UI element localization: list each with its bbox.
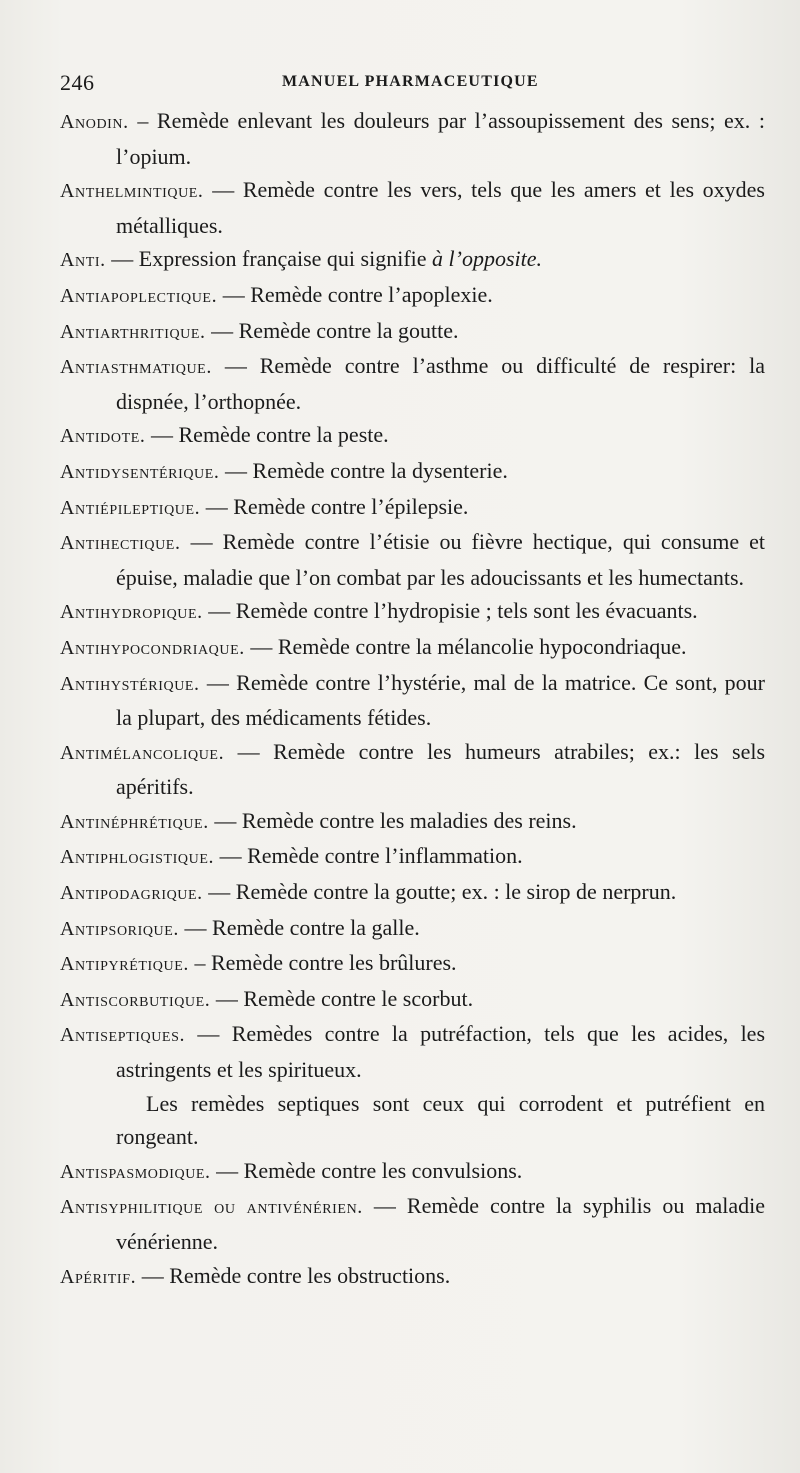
glossary-entry xyxy=(60,314,765,350)
glossary-entry xyxy=(60,1154,765,1190)
entry-definition: Remède contre la galle. xyxy=(212,914,420,940)
glossary-entry xyxy=(60,1189,765,1258)
entry-definition: Remède contre les brûlures. xyxy=(210,950,457,976)
entry-definition: Remède contre l’hystérie, mal de la matrice. Ce sont, pour la plupart, des médicaments fétides. xyxy=(116,669,766,731)
glossary-entry xyxy=(60,490,765,526)
entry-definition: Remède contre l’apoplexie. xyxy=(250,281,493,307)
glossary-entries xyxy=(60,104,765,1294)
entry-definition: Remède contre les maladies des reins. xyxy=(241,807,577,833)
entry-definition: Remède contre l’épilepsie. xyxy=(233,493,469,519)
entry-separator: — xyxy=(214,843,248,869)
entry-term: Apéritif. xyxy=(60,1265,137,1288)
page-number: 246 xyxy=(60,70,95,95)
entry-term: Antidote. xyxy=(60,425,146,448)
entry-definition: Remède contre les humeurs atrabiles; ex.: les sels apéritifs. xyxy=(116,738,766,800)
entry-separator: — xyxy=(145,422,179,448)
entry-separator: – xyxy=(188,950,211,976)
entry-separator: — xyxy=(210,985,244,1011)
entry-separator: — xyxy=(211,353,260,379)
glossary-entry xyxy=(60,946,765,982)
entry-term: Antiarthritique. xyxy=(60,320,206,343)
running-title: MANUEL PHARMACEUTIQUE xyxy=(282,73,539,90)
glossary-entry xyxy=(60,982,765,1018)
glossary-entry xyxy=(60,104,765,173)
entry-separator: — xyxy=(203,177,243,203)
entry-term: Antiapoplectique. xyxy=(60,284,218,307)
entry-separator: — xyxy=(219,457,253,483)
entry-definition: Remède contre les vers, tels que les amers et les oxydes métalliques. xyxy=(116,177,765,238)
entry-definition-italic: à l’opposite. xyxy=(432,246,543,272)
entry-separator: — xyxy=(185,1021,232,1047)
entry-separator: — xyxy=(362,1193,407,1219)
entry-separator: — xyxy=(180,529,223,555)
entry-definition: Remède contre la goutte; ex. : le sirop de nerprun. xyxy=(235,879,677,905)
entry-term: Antidysentérique. xyxy=(60,460,220,483)
entry-term: Antipodagrique. xyxy=(60,882,203,905)
glossary-entry xyxy=(60,173,765,242)
glossary-entry xyxy=(60,804,765,840)
glossary-entry xyxy=(60,525,765,594)
entry-term: Anodin. xyxy=(60,111,129,133)
entry-separator: — xyxy=(202,598,236,624)
entry-term: Antiscorbutique. xyxy=(60,988,211,1011)
entry-definition: Remède contre les obstructions. xyxy=(169,1262,451,1288)
page-header xyxy=(60,70,760,100)
glossary-entry xyxy=(60,594,765,630)
entry-separator: — xyxy=(217,281,251,307)
entry-definition: Expression française qui signifie xyxy=(138,246,433,272)
entry-term: Antihypocondriaque. xyxy=(60,636,245,659)
entry-definition: Remède contre la mélancolie hypocondriaque. xyxy=(277,633,687,659)
entry-term: Antihystérique. xyxy=(60,672,200,695)
entry-term: Antiseptiques. xyxy=(60,1024,186,1047)
entry-separator: — xyxy=(199,669,237,695)
entry-term: Anti. xyxy=(60,249,106,272)
entry-term: Antinéphrétique. xyxy=(60,810,209,833)
glossary-entry xyxy=(60,911,765,947)
entry-term: Antihydropique. xyxy=(60,601,203,624)
entry-separator: — xyxy=(210,1157,244,1183)
entry-separator: — xyxy=(200,493,234,519)
entry-term: Antiasthmatique. xyxy=(60,356,212,379)
glossary-entry xyxy=(60,242,765,278)
entry-term: Antiphlogistique. xyxy=(60,846,215,869)
entry-definition: Remède contre l’inflammation. xyxy=(247,843,523,869)
entry-definition: Remède contre la syphilis ou maladie vénérienne. xyxy=(116,1193,765,1254)
entry-definition: Remède contre la peste. xyxy=(178,422,389,448)
entry-separator: — xyxy=(205,317,239,343)
entry-term: Antispasmodique. xyxy=(60,1160,211,1183)
glossary-entry xyxy=(60,839,765,875)
glossary-entry xyxy=(60,454,765,490)
entry-definition: Remède contre le scorbut. xyxy=(243,985,474,1011)
entry-definition: Remède contre la dysenterie. xyxy=(252,457,508,483)
glossary-entry xyxy=(60,875,765,911)
entry-separator: — xyxy=(224,738,274,764)
entry-separator: — xyxy=(202,879,236,905)
entry-separator: — xyxy=(136,1262,170,1288)
glossary-entry xyxy=(60,666,765,735)
note-text: Les remèdes septiques sont ceux qui corrodent et putréfient en rongeant. xyxy=(116,1090,765,1150)
entry-note xyxy=(60,1087,765,1154)
glossary-entry xyxy=(60,278,765,314)
glossary-entry xyxy=(60,349,765,418)
entry-definition: Remèdes contre la putréfaction, tels que les acides, les astringents et les spiritueux. xyxy=(116,1021,766,1083)
entry-separator: — xyxy=(105,246,139,272)
entry-term: Antipyrétique. xyxy=(60,953,189,976)
entry-term: Antisyphilitique ou antivénérien. xyxy=(60,1196,363,1219)
entry-term: Antipsorique. xyxy=(60,917,180,940)
glossary-entry xyxy=(60,735,765,804)
entry-term: Antiépileptique. xyxy=(60,496,201,519)
entry-definition: Remède contre la goutte. xyxy=(238,317,459,343)
entry-term: Antihectique. xyxy=(60,532,181,555)
glossary-entry xyxy=(60,1017,765,1086)
entry-definition: Remède enlevant les douleurs par l’assoupissement des sens; ex. : l’opium. xyxy=(116,108,765,169)
entry-separator: — xyxy=(244,633,278,659)
entry-separator: – xyxy=(128,108,157,133)
glossary-entry xyxy=(60,1259,765,1295)
entry-definition: Remède contre les convulsions. xyxy=(243,1157,523,1183)
entry-term: Anthelmintique. xyxy=(60,180,204,203)
entry-separator: — xyxy=(179,914,213,940)
entry-separator: — xyxy=(208,807,242,833)
glossary-entry xyxy=(60,630,765,666)
entry-term: Antimélancolique. xyxy=(60,741,225,764)
entry-definition: Remède contre l’asthme ou difficulté de respirer: la dispnée, l’orthopnée. xyxy=(116,353,766,414)
entry-definition: Remède contre l’étisie ou fièvre hectique, qui consume et épuise, maladie que l’on combat par les adoucissants et les humectants. xyxy=(116,529,766,590)
glossary-entry xyxy=(60,418,765,454)
entry-definition: Remède contre l’hydropisie ; tels sont les évacuants. xyxy=(235,598,698,624)
